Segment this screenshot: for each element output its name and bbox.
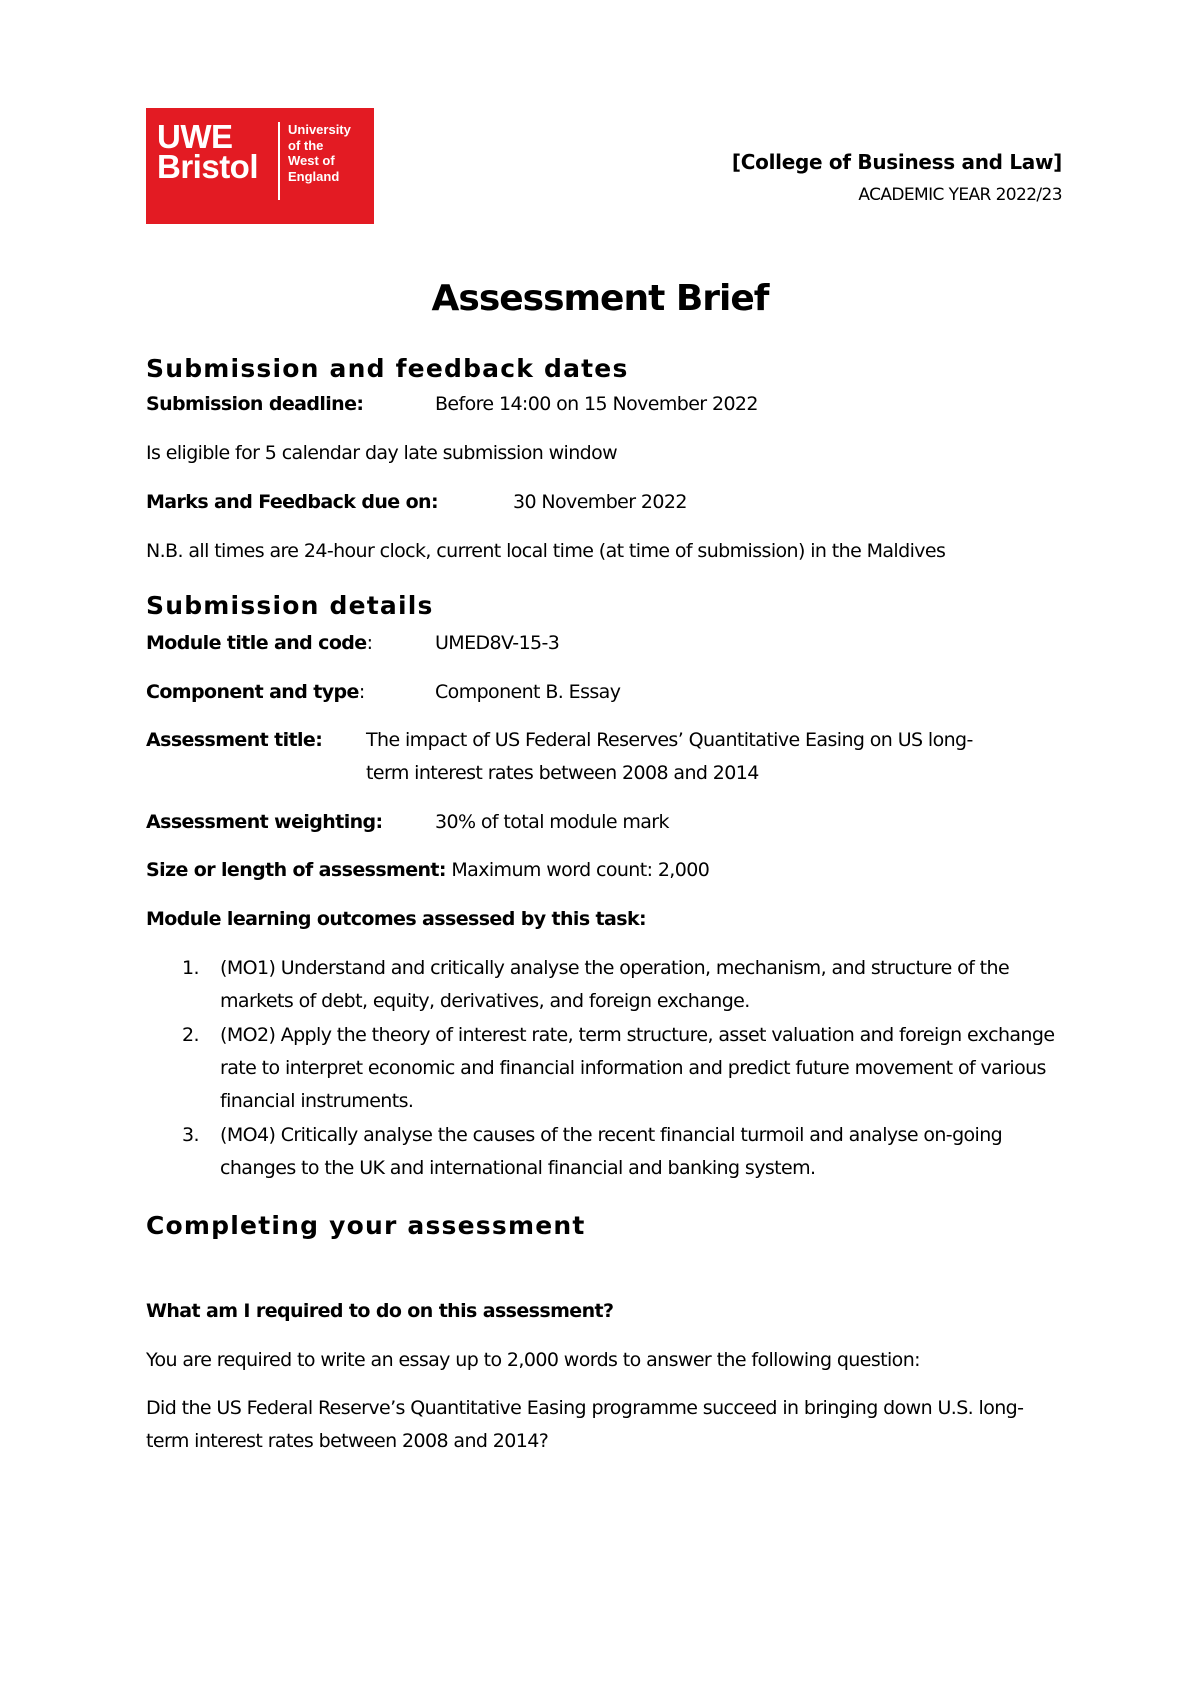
assessment-title-line: The impact of US Federal Reserves’ Quantitative Easing on US long-	[366, 729, 973, 751]
logo-uwe-text: UWE	[157, 118, 233, 155]
logo-sub-line: West of	[288, 153, 335, 168]
time-note: N.B. all times are 24-hour clock, current local time (at time of submission) in the Maldives	[146, 540, 946, 562]
list-item-number: 3.	[182, 1124, 199, 1146]
instruction-text: You are required to write an essay up to 2,000 words to answer the following question:	[146, 1349, 920, 1371]
size-row	[146, 859, 709, 881]
list-item	[146, 1019, 1066, 1118]
assessment-title-label: Assessment title:	[146, 729, 323, 751]
logo-sub-line: University	[288, 122, 351, 137]
logo-divider	[278, 122, 280, 200]
component-label: Component and type	[146, 681, 359, 703]
logo-wordmark	[157, 118, 259, 185]
document-title: Assessment Brief	[431, 278, 769, 319]
academic-year: ACADEMIC YEAR 2022/23	[858, 185, 1062, 205]
module-code-value: UMED8V-15-3	[435, 632, 560, 654]
essay-question: Did the US Federal Reserve’s Quantitative Easing programme succeed in bringing down U.S. long-term interest rates between 2008 and 2014?	[146, 1397, 1024, 1452]
uwe-bristol-logo	[146, 108, 374, 224]
feedback-value: 30 November 2022	[513, 491, 687, 513]
college-name: [College of Business and Law]	[731, 150, 1062, 174]
logo-subtitle	[288, 122, 351, 184]
late-window-text: Is eligible for 5 calendar day late submission window	[146, 442, 618, 464]
list-item-number: 1.	[182, 957, 199, 979]
completing-section-heading: Completing your assessment	[146, 1211, 586, 1240]
component-label-row	[146, 681, 365, 703]
deadline-value: Before 14:00 on 15 November 2022	[435, 393, 758, 415]
list-item-number: 2.	[182, 1024, 199, 1046]
size-label: Size or length of assessment:	[146, 859, 446, 881]
list-item	[146, 952, 1066, 1018]
required-question-heading: What am I required to do on this assessment?	[146, 1300, 614, 1322]
dates-section-heading: Submission and feedback dates	[146, 354, 629, 383]
details-section-heading: Submission details	[146, 591, 434, 620]
list-item-text: (MO2) Apply the theory of interest rate, term structure, asset valuation and foreign exchange rate to interpret economic and financial information and predict future movement of various financial instruments.	[220, 1024, 1055, 1112]
logo-bristol-text: Bristol	[157, 148, 259, 185]
logo-sub-line: England	[288, 168, 340, 184]
feedback-label: Marks and Feedback due on:	[146, 491, 438, 513]
component-label-colon: :	[358, 681, 365, 703]
logo-sub-line: of the	[288, 137, 324, 153]
list-item	[146, 1119, 1066, 1185]
list-item-text: (MO4) Critically analyse the causes of the recent financial turmoil and analyse on-going changes to the UK and international financial and banking system.	[220, 1124, 1003, 1179]
learning-outcomes-list	[146, 952, 1066, 1186]
module-label-colon: :	[366, 632, 373, 654]
list-item-text: (MO1) Understand and critically analyse the operation, mechanism, and structure of the markets of debt, equity, derivatives, and foreign exchange.	[220, 957, 1010, 1012]
component-value: Component B. Essay	[435, 681, 621, 703]
outcomes-label: Module learning outcomes assessed by this task:	[146, 908, 646, 930]
module-label-row	[146, 632, 372, 654]
size-value: Maximum word count: 2,000	[451, 859, 710, 881]
deadline-label: Submission deadline:	[146, 393, 364, 415]
weighting-value: 30% of total module mark	[435, 811, 669, 833]
weighting-label: Assessment weighting:	[146, 811, 383, 833]
module-label: Module title and code	[146, 632, 367, 654]
assessment-title-line: term interest rates between 2008 and 2014	[366, 762, 759, 784]
